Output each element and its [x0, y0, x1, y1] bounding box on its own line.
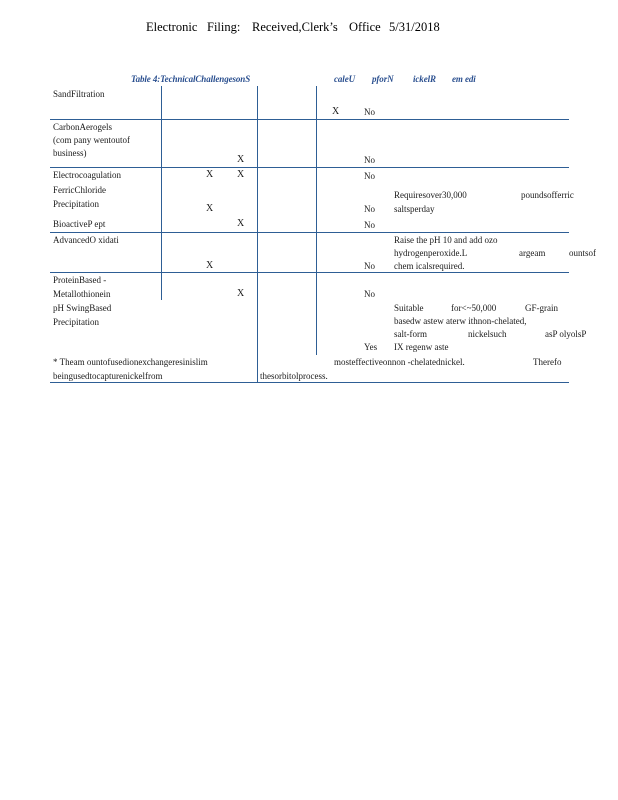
table-column-rule — [316, 86, 317, 355]
row-label-ferric-chloride-2: Precipitation — [53, 199, 99, 209]
note-text: salt-form — [394, 329, 427, 339]
table-column-rule — [161, 86, 162, 300]
note-text: nickelsuch — [468, 329, 507, 339]
row-label-bioactive-peptide: BioactiveP ept — [53, 219, 106, 229]
table-rule — [50, 119, 569, 120]
header-office: Office — [349, 20, 381, 34]
table-rule — [50, 272, 569, 273]
mark-x: X — [237, 154, 245, 165]
row-label-carbon-aerogels-2: (com pany wentoutof — [53, 135, 130, 145]
feasible-cell: No — [364, 171, 375, 181]
row-label-protein-based: ProteinBased - — [53, 275, 107, 285]
row-label-advanced-oxidation: AdvancedO xidati — [53, 235, 119, 245]
row-label-carbon-aerogels: CarbonAerogels — [53, 122, 112, 132]
note-text: GF-grain — [525, 303, 558, 313]
feasible-cell: No — [364, 261, 375, 271]
mark-x: X — [237, 288, 245, 299]
feasible-cell: No — [364, 204, 375, 214]
footnote-line1-cont: mosteffectiveonnon -chelatednickel. — [334, 357, 465, 367]
header-date: 5/31/2018 — [389, 20, 440, 34]
header-label: Electronic — [146, 20, 198, 34]
mark-x: X — [332, 106, 340, 117]
note-text: saltsperday — [394, 204, 435, 214]
row-label-carbon-aerogels-3: business) — [53, 148, 87, 158]
feasible-cell: No — [364, 289, 375, 299]
row-label-electrocoagulation: Electrocoagulation — [53, 170, 121, 180]
mark-x: X — [237, 169, 245, 180]
note-text: Requiresover30,000 — [394, 190, 467, 200]
row-label-metallothionein: Metallothionein — [53, 289, 111, 299]
mark-x: X — [206, 203, 214, 214]
mark-x: X — [206, 260, 214, 271]
note-text: chem icalsrequired. — [394, 261, 465, 271]
feasible-cell: No — [364, 155, 375, 165]
footnote-line1: * Theam ountofusedionexchangeresinislim — [53, 357, 208, 367]
note-text: for<~50,000 — [451, 303, 497, 313]
table-caption-part5: em edi — [452, 74, 476, 84]
mark-x: X — [237, 218, 245, 229]
note-text: Suitable — [394, 303, 424, 313]
table-rule — [50, 167, 569, 168]
table-caption-part1: Table 4:TechnicalChallengesonS — [131, 74, 251, 84]
feasible-cell: Yes — [364, 342, 378, 352]
footnote-line2: beingusedtocapturenickelfrom — [53, 371, 163, 381]
row-label-ph-swing-2: Precipitation — [53, 317, 99, 327]
note-text: Raise the pH 10 and add ozo — [394, 235, 498, 245]
note-text: basedw astew aterw ithnon-chelated, — [394, 316, 527, 326]
table-column-rule — [257, 86, 258, 382]
table-caption-part3: pforN — [372, 74, 394, 84]
note-text: hydrogenperoxide.L — [394, 248, 468, 258]
mark-x: X — [206, 169, 214, 180]
note-text: asP olyolsP — [545, 329, 587, 339]
row-label-ph-swing: pH SwingBased — [53, 303, 112, 313]
row-label-ferric-chloride: FerricChloride — [53, 185, 106, 195]
note-text: IX regenw aste — [394, 342, 449, 352]
feasible-cell: No — [364, 220, 375, 230]
note-text: poundsofferric — [521, 190, 574, 200]
footnote-line1-end: Therefo — [533, 357, 562, 367]
row-label-sand-filtration: SandFiltration — [53, 89, 105, 99]
table-rule — [50, 232, 569, 233]
footnote-line2-cont: thesorbitolprocess. — [260, 371, 328, 381]
header-filing: Filing: — [207, 20, 241, 34]
feasible-cell: No — [364, 107, 375, 117]
note-text: ountsof — [569, 248, 596, 258]
note-text: argeam — [519, 248, 546, 258]
header-received: Received,Clerk’s — [252, 20, 338, 34]
table-caption-part4: ickelR — [413, 74, 436, 84]
table-caption-part2: caleU — [334, 74, 355, 84]
